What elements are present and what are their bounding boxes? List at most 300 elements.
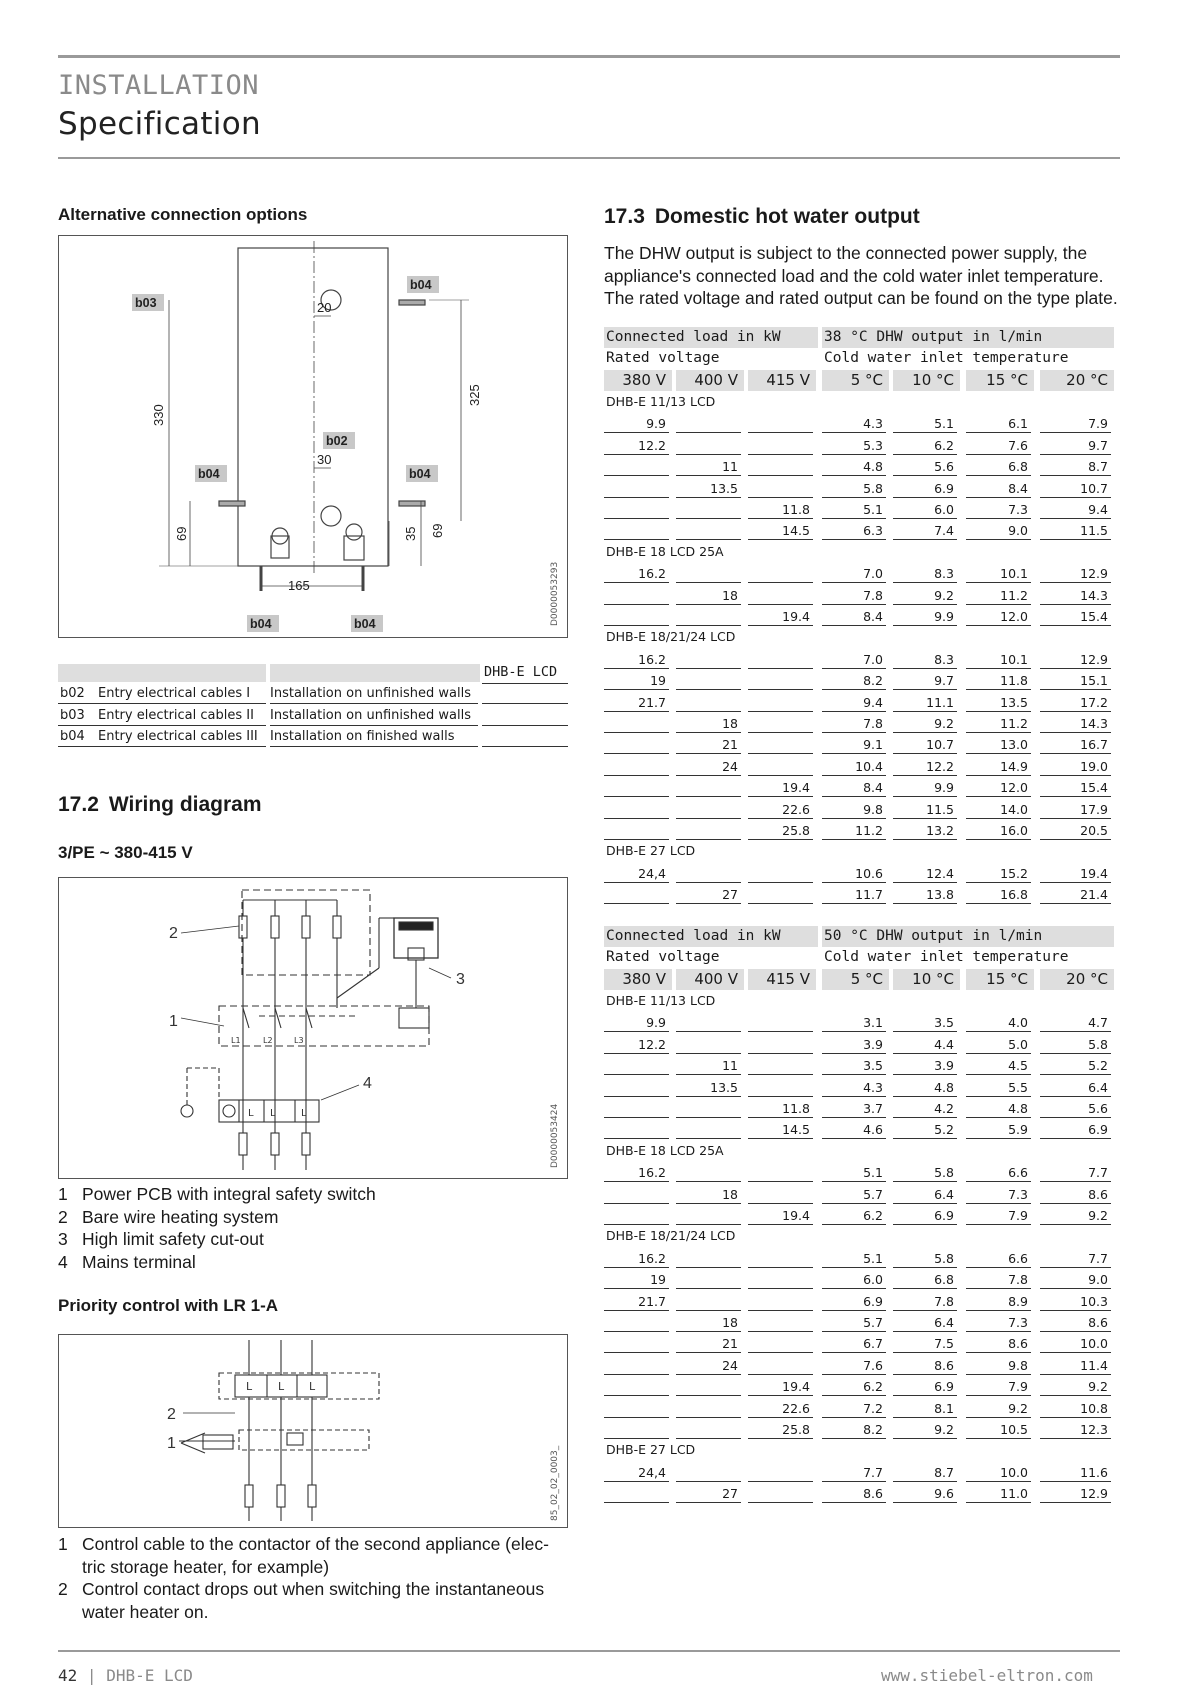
- cell-rule: [822, 753, 886, 754]
- cell-rule: [604, 1438, 669, 1439]
- output-cell: 10.4: [855, 758, 883, 774]
- output-cell: 8.6: [934, 1357, 954, 1373]
- row-code: b03: [60, 708, 85, 723]
- cell-rule: [822, 539, 886, 540]
- wiring-callout-3: 3: [456, 971, 465, 988]
- cell-rule: [748, 796, 813, 797]
- row-note: Installation on unfinished walls: [270, 686, 471, 701]
- cell-rule: [893, 1074, 957, 1075]
- output-cell: 12.9: [1080, 651, 1108, 667]
- footer-sep: |: [86, 1666, 97, 1685]
- output-cell: 10.0: [1080, 1336, 1108, 1352]
- cell-rule: [822, 732, 886, 733]
- load-cell: 24,4: [638, 1464, 666, 1480]
- output-cell: 7.6: [1008, 437, 1028, 453]
- footer-left: [58, 1666, 193, 1685]
- cell-rule: [1040, 689, 1111, 690]
- output-cell: 9.2: [934, 587, 954, 603]
- cell-rule: [1040, 1331, 1111, 1332]
- cell-rule: [748, 1138, 813, 1139]
- output-cell: 8.7: [934, 1464, 954, 1480]
- cell-rule: [893, 1310, 957, 1311]
- dhw-table-50: [604, 926, 1114, 1506]
- cell-rule: [604, 604, 669, 605]
- cell-rule: [822, 689, 886, 690]
- cell-rule: [893, 882, 957, 883]
- output-cell: 7.3: [1008, 1186, 1028, 1202]
- output-cell: 10.8: [1080, 1400, 1108, 1416]
- cell-rule: [604, 625, 669, 626]
- wiring-section-title: Wiring diagram: [108, 793, 262, 816]
- voltage-label: 400 V: [694, 970, 738, 988]
- cell-rule: [604, 1181, 669, 1182]
- output-cell: 4.8: [863, 459, 883, 475]
- output-cell: 6.1: [1008, 416, 1028, 432]
- output-cell: 4.2: [934, 1101, 954, 1116]
- output-cell: 5.2: [1088, 1058, 1108, 1074]
- output-cell: 14.3: [1080, 587, 1108, 603]
- output-cell: 9.2: [934, 1422, 954, 1437]
- dhw-section-number: 17.3: [604, 205, 645, 228]
- output-cell: 3.5: [934, 1015, 954, 1031]
- cell-rule: [893, 903, 957, 904]
- model-name: DHB-E 11/13 LCD: [606, 394, 716, 409]
- cell-rule: [1040, 818, 1111, 819]
- output-cell: 6.2: [863, 1379, 883, 1395]
- output-cell: 3.1: [863, 1015, 883, 1031]
- output-cell: 12.9: [1080, 1486, 1108, 1502]
- cell-rule: [822, 1502, 886, 1503]
- cell-rule: [822, 796, 886, 797]
- dim-69-left: 69: [174, 526, 189, 541]
- cell-rule: [604, 818, 669, 819]
- load-cell: 24: [722, 1357, 738, 1373]
- output-cell: 12.9: [1080, 566, 1108, 582]
- list-item: 2 Control contact drops out when switching the instantaneous water heater on.: [58, 1579, 545, 1622]
- table-row: [58, 706, 568, 726]
- output-cell: 5.8: [1088, 1036, 1108, 1052]
- cell-rule: [748, 1053, 813, 1054]
- cell-rule: [893, 1502, 957, 1503]
- alt-conn-drawing: [59, 236, 569, 639]
- output-cell: 11.8: [1000, 673, 1028, 689]
- load-cell: 18: [722, 1186, 738, 1202]
- cell-rule: [676, 582, 741, 583]
- cell-rule: [966, 882, 1031, 883]
- cell-rule: [1040, 1096, 1111, 1097]
- output-cell: 6.9: [1088, 1122, 1108, 1138]
- output-cell: 8.4: [863, 780, 883, 796]
- cell-rule: [893, 1117, 957, 1118]
- cell-rule: [893, 518, 957, 519]
- cell-rule: [748, 839, 813, 840]
- cell-rule: [1040, 539, 1111, 540]
- cell-rule: [676, 1310, 741, 1311]
- dhw-section-title: Domestic hot water output: [654, 205, 920, 228]
- table-row: [58, 727, 568, 747]
- output-cell: 7.5: [934, 1336, 954, 1352]
- output-cell: 5.0: [1008, 1036, 1028, 1052]
- cell-rule: [1040, 1502, 1111, 1503]
- voltage-label: 415 V: [766, 970, 810, 988]
- cell-rule: [893, 775, 957, 776]
- row-code: b04: [60, 729, 85, 744]
- cell-rule: [822, 1053, 886, 1054]
- output-cell: 5.8: [934, 1165, 954, 1181]
- dhw-section-heading: [604, 205, 920, 229]
- output-cell: 5.5: [1008, 1079, 1028, 1095]
- cell-rule: [966, 1502, 1031, 1503]
- load-cell: 11: [722, 459, 738, 475]
- output-cell: 8.4: [1008, 480, 1028, 496]
- cell-rule: [893, 839, 957, 840]
- output-cell: 11.2: [1000, 587, 1028, 603]
- cell-rule: [1040, 1181, 1111, 1182]
- output-cell: 16.8: [1000, 887, 1028, 903]
- cell-rule: [676, 1267, 741, 1268]
- label-b04-right: b04: [409, 467, 431, 481]
- cell-rule: [748, 604, 813, 605]
- cell-rule: [966, 1053, 1031, 1054]
- load-cell: 18: [722, 587, 738, 603]
- temperature-label: 10 °C: [912, 371, 954, 389]
- cell-rule: [604, 732, 669, 733]
- output-cell: 5.9: [1008, 1122, 1028, 1138]
- output-cell: 3.7: [863, 1101, 883, 1116]
- output-cell: 5.7: [863, 1186, 883, 1202]
- cell-rule: [966, 1224, 1031, 1225]
- cell-rule: [893, 625, 957, 626]
- output-cell: 11.2: [1000, 716, 1028, 731]
- cell-rule: [893, 454, 957, 455]
- output-cell: 9.2: [1008, 1400, 1028, 1416]
- cell-rule: [604, 1096, 669, 1097]
- output-cell: 10.1: [1000, 566, 1028, 582]
- dhw-table-38: [604, 327, 1114, 907]
- voltage-header: Rated voltage: [606, 949, 720, 965]
- terminal-l-3: L: [301, 1108, 307, 1119]
- output-cell: 7.7: [1088, 1165, 1108, 1181]
- cell-rule: [893, 1138, 957, 1139]
- load-cell: 14.5: [782, 1122, 810, 1138]
- cell-rule: [822, 475, 886, 476]
- cell-rule: [1040, 1395, 1111, 1396]
- output-cell: 8.3: [934, 651, 954, 667]
- list-item: 2 Bare wire heating system: [58, 1206, 279, 1227]
- cell-rule: [966, 1481, 1031, 1482]
- load-cell: 12.2: [638, 1036, 666, 1052]
- load-cell: 27: [722, 887, 738, 903]
- cell-rule: [822, 711, 886, 712]
- output-cell: 6.8: [1008, 459, 1028, 475]
- priority-legend: [58, 1533, 578, 1623]
- temperature-label: 5 °C: [850, 970, 883, 988]
- cell-rule: [966, 1438, 1031, 1439]
- cell-rule: [676, 818, 741, 819]
- output-cell: 5.6: [934, 459, 954, 475]
- cell-rule: [1040, 475, 1111, 476]
- model-name: DHB-E 18/21/24 LCD: [606, 1228, 736, 1244]
- cell-rule: [966, 1117, 1031, 1118]
- cell-rule: [604, 882, 669, 883]
- cell-rule: [604, 518, 669, 519]
- output-cell: 7.0: [863, 651, 883, 667]
- cold-water-header: Cold water inlet temperature: [824, 350, 1069, 366]
- output-cell: 15.2: [1000, 865, 1028, 881]
- cell-rule: [822, 625, 886, 626]
- output-cell: 5.8: [863, 480, 883, 496]
- output-cell: 8.6: [1088, 1186, 1108, 1202]
- output-cell: 7.8: [863, 587, 883, 603]
- output-cell: 9.7: [934, 673, 954, 689]
- load-cell: 19.4: [782, 780, 810, 796]
- model-name: DHB-E 27 LCD: [606, 843, 696, 859]
- cell-rule: [966, 539, 1031, 540]
- load-cell: 19.4: [782, 1208, 810, 1223]
- output-cell: 16.0: [1000, 823, 1028, 838]
- output-cell: 9.2: [1088, 1379, 1108, 1395]
- row-note: Installation on unfinished walls: [270, 708, 471, 723]
- cell-rule: [748, 753, 813, 754]
- output-cell: 3.9: [863, 1036, 883, 1052]
- output-cell: 6.4: [934, 1186, 954, 1202]
- dim-35: 35: [403, 526, 418, 541]
- cell-rule: [604, 1502, 669, 1503]
- priority-callout-1: 1: [167, 1435, 176, 1452]
- alt-conn-fig-code: D0000053293: [550, 561, 560, 626]
- output-cell: 12.4: [926, 865, 954, 881]
- cell-rule: [893, 1481, 957, 1482]
- load-cell: 21.7: [638, 694, 666, 710]
- cell-rule: [676, 625, 741, 626]
- cell-rule: [604, 497, 669, 498]
- cell-rule: [604, 668, 669, 669]
- cell-rule: [748, 518, 813, 519]
- output-cell: 10.7: [1080, 480, 1108, 496]
- cell-rule: [966, 1352, 1031, 1353]
- temperature-label: 20 °C: [1066, 371, 1108, 389]
- cell-rule: [1040, 1267, 1111, 1268]
- cell-rule: [604, 1203, 669, 1204]
- cell-rule: [748, 1031, 813, 1032]
- cell-rule: [822, 454, 886, 455]
- cell-rule: [893, 1395, 957, 1396]
- row-note: Installation on finished walls: [270, 729, 455, 744]
- output-cell: 17.9: [1080, 801, 1108, 817]
- output-cell: 19.0: [1080, 758, 1108, 774]
- wiring-legend: [58, 1183, 376, 1273]
- cell-rule: [676, 518, 741, 519]
- cell-rule: [822, 1117, 886, 1118]
- load-cell: 14.5: [782, 523, 810, 539]
- cell-rule: [966, 1181, 1031, 1182]
- cell-rule: [893, 432, 957, 433]
- load-cell: 16.2: [638, 651, 666, 667]
- cell-rule: [822, 882, 886, 883]
- cell-rule: [604, 582, 669, 583]
- cell-rule: [604, 1288, 669, 1289]
- output-cell: 6.2: [863, 1208, 883, 1223]
- cell-rule: [676, 497, 741, 498]
- label-b03: b03: [135, 296, 157, 310]
- dhw-intro: The DHW output is subject to the connected power supply, the appliance's connected load and the cold water inlet temperature. The rated voltage and rated output can be found on the type plate.: [604, 243, 1118, 308]
- output-cell: 10.5: [1000, 1422, 1028, 1437]
- header-category: INSTALLATION: [58, 70, 260, 101]
- cell-rule: [1040, 1031, 1111, 1032]
- cell-rule: [604, 1074, 669, 1075]
- cell-rule: [966, 1395, 1031, 1396]
- dim-165: 165: [288, 578, 310, 593]
- cell-rule: [748, 432, 813, 433]
- cell-rule: [748, 454, 813, 455]
- output-cell: 7.9: [1008, 1208, 1028, 1223]
- output-cell: 8.1: [934, 1400, 954, 1416]
- output-cell: 7.3: [1008, 502, 1028, 517]
- output-cell: 3.5: [863, 1058, 883, 1074]
- output-cell: 8.3: [934, 566, 954, 582]
- cell-rule: [893, 1031, 957, 1032]
- load-cell: 11.8: [782, 1101, 810, 1116]
- priority-figure: [58, 1334, 568, 1528]
- cell-rule: [822, 903, 886, 904]
- cell-rule: [822, 1310, 886, 1311]
- cell-rule: [604, 1224, 669, 1225]
- cell-rule: [966, 1031, 1031, 1032]
- cell-rule: [604, 1417, 669, 1418]
- cell-rule: [1040, 1438, 1111, 1439]
- output-cell: 12.3: [1080, 1422, 1108, 1437]
- alt-conn-heading: Alternative connection options: [58, 205, 308, 224]
- output-cell: 9.9: [934, 780, 954, 796]
- cell-rule: [893, 732, 957, 733]
- output-cell: 4.7: [1088, 1015, 1108, 1031]
- label-b04-left: b04: [198, 467, 220, 481]
- priority-fig-code: 85_02_02_0003_: [550, 1445, 560, 1521]
- output-cell: 10.3: [1080, 1293, 1108, 1309]
- list-item: 1 Control cable to the contactor of the second appliance (elec- tric storage heater, for example): [58, 1534, 549, 1577]
- cell-rule: [748, 1203, 813, 1204]
- output-cell: 15.4: [1080, 780, 1108, 796]
- cell-rule: [1040, 1138, 1111, 1139]
- output-cell: 11.1: [926, 694, 954, 710]
- output-cell: 8.6: [1008, 1336, 1028, 1352]
- cell-rule: [748, 1267, 813, 1268]
- output-cell: 5.6: [1088, 1101, 1108, 1116]
- cell-rule: [893, 1203, 957, 1204]
- output-cell: 7.6: [863, 1357, 883, 1373]
- load-cell: 22.6: [782, 801, 810, 817]
- cell-rule: [676, 1352, 741, 1353]
- output-cell: 5.7: [863, 1315, 883, 1330]
- cell-rule: [1040, 1417, 1111, 1418]
- row-desc: Entry electrical cables I: [98, 686, 251, 701]
- output-cell: 12.0: [1000, 780, 1028, 796]
- cell-rule: [604, 796, 669, 797]
- temperature-label: 5 °C: [850, 371, 883, 389]
- output-cell: 13.5: [1000, 694, 1028, 710]
- dim-30: 30: [317, 452, 332, 467]
- label-b04-foot-right: b04: [354, 617, 376, 631]
- page-title: Specification: [58, 106, 261, 142]
- output-cell: 5.2: [934, 1122, 954, 1138]
- output-cell: 9.1: [863, 737, 883, 753]
- cell-rule: [1040, 625, 1111, 626]
- output-cell: 6.3: [863, 523, 883, 539]
- cell-rule: [1040, 432, 1111, 433]
- model-name: DHB-E 11/13 LCD: [606, 993, 716, 1008]
- output-cell: 8.9: [1008, 1293, 1028, 1309]
- output-cell: 9.7: [1088, 437, 1108, 453]
- cell-rule: [748, 1310, 813, 1311]
- output-cell: 5.3: [863, 437, 883, 453]
- output-cell: 4.8: [934, 1079, 954, 1095]
- cell-rule: [748, 1374, 813, 1375]
- load-cell: 19: [650, 1272, 666, 1288]
- output-cell: 6.2: [934, 437, 954, 453]
- cell-rule: [893, 1224, 957, 1225]
- cell-rule: [748, 1481, 813, 1482]
- model-name: DHB-E 18 LCD 25A: [606, 1142, 724, 1158]
- output-cell: 4.4: [934, 1036, 954, 1052]
- cell-rule: [676, 1181, 741, 1182]
- row-desc: Entry electrical cables II: [98, 708, 254, 723]
- cell-rule: [604, 689, 669, 690]
- cell-rule: [966, 796, 1031, 797]
- row-desc: Entry electrical cables III: [98, 729, 258, 744]
- output-cell: 7.7: [1088, 1250, 1108, 1266]
- cell-rule: [966, 1267, 1031, 1268]
- wiring-callout-2: 2: [169, 925, 178, 942]
- cell-rule: [822, 1288, 886, 1289]
- cell-rule: [748, 625, 813, 626]
- voltage-label: 380 V: [622, 371, 666, 389]
- cell-rule: [966, 1331, 1031, 1332]
- cell-rule: [966, 1096, 1031, 1097]
- load-header: Connected load in kW: [606, 329, 781, 345]
- cell-rule: [676, 1502, 741, 1503]
- voltage-label: 415 V: [766, 371, 810, 389]
- cell-rule: [822, 839, 886, 840]
- cell-rule: [604, 432, 669, 433]
- output-cell: 14.3: [1080, 716, 1108, 731]
- cell-rule: [604, 711, 669, 712]
- output-cell: 14.0: [1000, 801, 1028, 817]
- load-cell: 16.2: [638, 1165, 666, 1181]
- output-cell: 6.4: [1088, 1079, 1108, 1095]
- cold-water-header: Cold water inlet temperature: [824, 949, 1069, 965]
- output-cell: 7.8: [1008, 1272, 1028, 1288]
- output-cell: 7.3: [1008, 1315, 1028, 1330]
- cell-rule: [966, 582, 1031, 583]
- cell-rule: [822, 1352, 886, 1353]
- output-cell: 13.2: [926, 823, 954, 838]
- output-cell: 17.2: [1080, 694, 1108, 710]
- output-cell: 7.8: [934, 1293, 954, 1309]
- cell-rule: [676, 1374, 741, 1375]
- cell-rule: [966, 454, 1031, 455]
- temperature-label: 20 °C: [1066, 970, 1108, 988]
- load-cell: 24: [722, 758, 738, 774]
- cell-rule: [822, 1096, 886, 1097]
- cell-rule: [893, 1053, 957, 1054]
- cell-rule: [748, 1288, 813, 1289]
- output-cell: 3.9: [934, 1058, 954, 1074]
- output-cell: 6.6: [1008, 1165, 1028, 1181]
- load-cell: 9.9: [646, 1015, 666, 1031]
- footer-rule: [58, 1650, 1120, 1652]
- output-cell: 6.9: [934, 1379, 954, 1395]
- output-cell: 9.8: [863, 801, 883, 817]
